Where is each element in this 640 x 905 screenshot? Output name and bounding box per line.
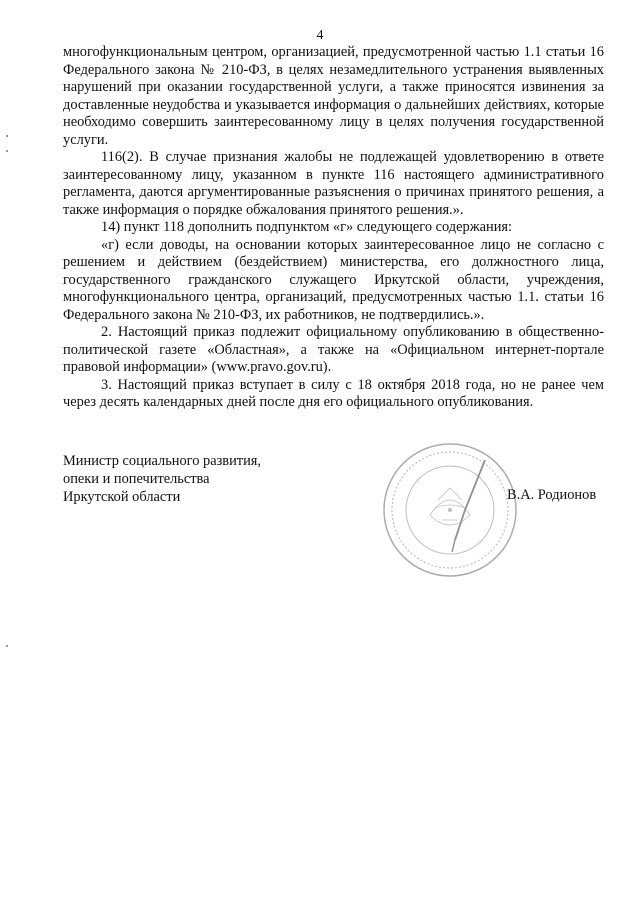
- margin-mark: [6, 645, 8, 647]
- signature-title-line-3: Иркутской области: [63, 489, 181, 505]
- paragraph-14: 14) пункт 118 дополнить подпунктом «г» следующего содержания:: [101, 219, 513, 235]
- paragraph-116-2: 116(2). В случае признания жалобы не подлежащей удовлетворению в ответе заинтересованному лицу, указанном в пункте 116 настоящего административного регламента, даются аргументированные разъяснения о причинах принятого решения, а также информация о порядке обжалования принятого решения.».: [63, 149, 604, 218]
- paragraph-3: 3. Настоящий приказ вступает в силу с 18 октября 2018 года, но не ранее чем через десять календарных дней после дня его официального опубликования.: [63, 376, 604, 410]
- paragraph-continuation: многофункциональным центром, организацией, предусмотренной частью 1.1 статьи 16 Федерального закона № 210-ФЗ, в целях незамедлительного устранения выявленных нарушений при оказании государственной услуги, а также приносятся извинения за доставленные неудобства и указывается информация о дальнейших действиях, которые необходимо совершить заинтересованному лицу в целях получения государственной услуги.: [63, 44, 604, 148]
- page-number: 4: [316, 28, 324, 43]
- document-body: [63, 44, 604, 412]
- signature-block: [63, 452, 261, 506]
- official-seal-stamp: [380, 440, 520, 580]
- paragraph-subpoint-g: «г) если доводы, на основании которых заинтересованное лицо не согласно с решением и действием (бездействием) министерства, его должностного лица, государственного гражданского служащего Иркутской области, учреждения, многофункционального центра, организаций, предусмотренных частью 1.1. статьи 16 Федерального закона № 210-ФЗ, их работников, не подтвердились.».: [63, 236, 604, 323]
- margin-mark: [6, 135, 8, 137]
- paragraph-2: 2. Настоящий приказ подлежит официальному опубликованию в общественно-политической газете «Областная», а также на «Официальном интернет-портале правовой информации» (www.pravo.gov.ru).: [63, 324, 604, 375]
- signature-title-line-1: Министр социального развития,: [63, 453, 261, 469]
- margin-mark: [6, 150, 8, 152]
- signature-title-line-2: опеки и попечительства: [63, 471, 210, 487]
- signatory-name: В.А. Родионов: [507, 487, 597, 503]
